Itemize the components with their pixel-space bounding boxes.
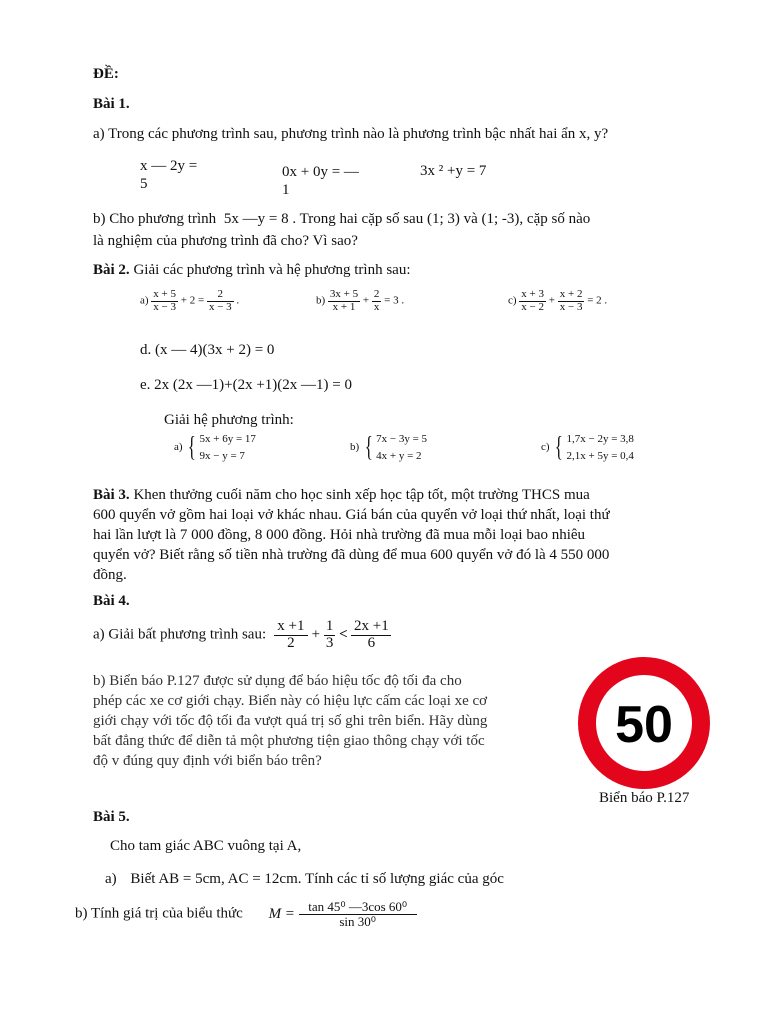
bai2-b-frac1-num: 3x + 5 [329,288,359,300]
bai5-m-frac [299,900,417,928]
bai1-b-line1 [93,211,590,228]
bai4-a-text: a) Giải bất phương trình sau: [93,626,267,643]
bai1-b-eq: 5x —y = 8 [223,211,289,227]
bai2-b-frac1-den: x + 1 [332,300,356,313]
speed-limit-sign [576,655,712,791]
bai4-b-line-5: độ v đúng quy định với biển báo trên? [93,753,322,769]
sign-number: 50 [615,696,673,754]
bai4-op1: + [311,626,321,643]
bai5-intro: Cho tam giác ABC vuông tại A, [110,838,302,854]
bai4-frac2-den: 3 [325,634,334,651]
bai5-a-label: a) [105,871,117,887]
bai2-b-frac2-den: x [373,300,380,313]
bai2-b-frac2 [372,289,382,313]
bai2-a-label: a) [140,294,149,307]
bai4-op2: < [339,626,348,643]
bai1-eq1-line1: x — 2y = [140,158,198,174]
bai5-title: Bài 5. [93,809,130,825]
bai2-sc-label: c) [541,441,550,454]
bai4-b-line-2: phép các xe cơ giới chạy. Biển này có hiệu lực cấm các loại xe cơ [93,693,488,709]
bai2-a-frac1 [151,289,178,313]
bai2-b-mid: + [362,294,370,307]
bai2-sb-lines [376,431,427,464]
bai2-sc-lines [567,431,634,464]
bai2-eq-c [508,289,607,313]
bai2-system-c [541,431,634,464]
bai2-eq-d: d. (x — 4)(3x + 2) = 0 [140,342,275,358]
bai3-line-5: đồng. [93,567,127,583]
brace-icon: { [554,431,564,463]
bai2-sb-label: b) [350,441,360,454]
bai2-a-frac1-num: x + 5 [153,288,177,300]
bai1-eq1-line2: 5 [140,176,148,192]
bai2-b-end: = 3 . [384,294,405,307]
bai4-b-line-4: bất đẳng thức để diễn tả một phương tiện giao thông chạy với tốc [93,733,485,749]
bai2-c-label: c) [508,294,517,307]
bai2-b-label: b) [316,294,326,307]
bai1-b-post: . Trong hai cặp số sau (1; 3) và (1; -3), cặp số nào [292,211,591,227]
bai2-c-mid: + [548,294,555,307]
bai3-line-4: quyển vở? Biết rằng số tiền nhà trường đã dùng để mua 600 quyển vở đó là 4 550 000 [93,547,610,563]
bai4-frac1-num: x +1 [274,619,308,636]
bai1-eq2-line1: 0x + 0y = — [282,164,359,180]
bai4-frac2 [324,619,336,652]
bai2-sys-intro: Giải hệ phương trình: [164,412,294,428]
bai3-line-3: hai lần lượt là 7 000 đồng, 8 000 đồng. Hỏi nhà trường đã mua mỗi loại bao nhiêu [93,527,586,543]
bai1-b-line2: là nghiệm của phương trình đã cho? Vì sao? [93,233,358,249]
bai2-c-frac2-den: x − 3 [559,300,583,313]
bai3-block [93,485,610,585]
bai2-sb-2: 4x + y = 2 [376,449,422,462]
bai2-a-frac2-num: 2 [207,289,234,302]
bai4-b-line-1: b) Biển báo P.127 được sử dụng để báo hiệu tốc độ tối đa cho [93,673,462,689]
bai1-a-text: a) Trong các phương trình sau, phương trình nào là phương trình bậc nhất hai ẩn x, y? [93,126,609,142]
bai2-eq-b [316,289,404,313]
bai2-sa-lines [200,431,256,464]
bai2-system-a [174,431,256,464]
bai2-intro: Giải các phương trình và hệ phương trình sau: [133,262,411,278]
bai5-m-den: sin 30⁰ [339,913,376,929]
bai4-frac1-den: 2 [287,634,295,651]
bai2-sa-label: a) [174,441,183,454]
bai2-system-b [350,431,427,464]
bai2-sb-1: 7x − 3y = 5 [376,433,428,445]
bai2-sc-2: 2,1x + 5y = 0,4 [566,449,634,462]
bai2-c-frac1 [519,289,546,313]
bai1-b-pre: b) Cho phương trình [93,211,217,227]
bai4-b-block [93,671,487,771]
bai3-title: Bài 3. [93,487,130,503]
bai5-b-text: b) Tính giá trị của biểu thức [75,905,243,922]
bai1-eq1 [140,157,197,193]
bai4-b-line-3: giới chạy với tốc độ tối đa vượt quá trị số ghi trên biển. Hãy dùng [93,713,488,729]
bai2-c-frac2-num: x + 2 [559,288,583,300]
brace-icon: { [187,431,197,463]
bai2-c-frac1-num: x + 3 [521,288,545,300]
bai2-a-frac2-den: x − 3 [208,300,232,313]
bai3-line-1 [93,485,610,505]
bai1-eq3: 3x ² +y = 7 [420,163,487,179]
bai2-header [93,262,411,279]
bai1-eq2-line2: 1 [282,182,290,198]
bai4-frac3-den: 6 [367,634,376,651]
bai5-a-text: Biết AB = 5cm, AC = 12cm. Tính các tỉ số lượng giác của góc [130,871,504,887]
bai5-a-row [105,871,504,888]
bai2-sc-1: 1,7x − 2y = 3,8 [566,433,634,445]
bai4-frac2-num: 1 [325,618,334,634]
bai3-l1: Khen thưởng cuối năm cho học sinh xếp học tập tốt, một trường THCS mua [133,487,590,503]
bai5-m-label: M = [268,905,295,922]
bai2-title: Bài 2. [93,262,130,278]
brace-icon: { [364,431,373,463]
bai4-frac3-num: 2x +1 [351,619,391,636]
bai2-eq-e: e. 2x (2x —1)+(2x +1)(2x —1) = 0 [140,377,353,393]
bai2-sa-2: 9x − y = 7 [199,449,245,462]
bai2-c-frac1-den: x − 2 [521,300,545,313]
bai4-a-row [93,619,391,652]
doc-heading: ĐỀ: [93,66,119,82]
bai2-b-frac1 [328,289,360,313]
bai2-sa-1: 5x + 6y = 17 [199,433,256,445]
bai4-title: Bài 4. [93,593,130,609]
bai2-a-frac2 [207,289,234,313]
bai2-a-frac1-den: x − 3 [153,300,177,313]
bai3-line-2: 600 quyển vở gồm hai loại vở khác nhau. Giá bán của quyển vở loại thứ nhất, loại thứ [93,507,610,523]
bai2-c-end: = 2 . [587,294,608,307]
bai5-m-num: tan 45⁰ —3cos 60⁰ [299,900,417,915]
bai2-c-frac2 [558,289,585,313]
sign-caption: Biển báo P.127 [599,790,690,806]
bai1-eq2 [282,163,359,199]
bai2-eq-a [140,289,239,313]
bai4-frac3 [351,619,391,652]
bai4-frac1 [274,619,308,652]
bai2-a-mid: + 2 = [180,294,205,307]
bai5-b-row [75,900,417,928]
bai2-b-frac2-num: 2 [373,288,380,300]
bai2-a-end: . [236,294,240,307]
bai1-title: Bài 1. [93,96,130,112]
